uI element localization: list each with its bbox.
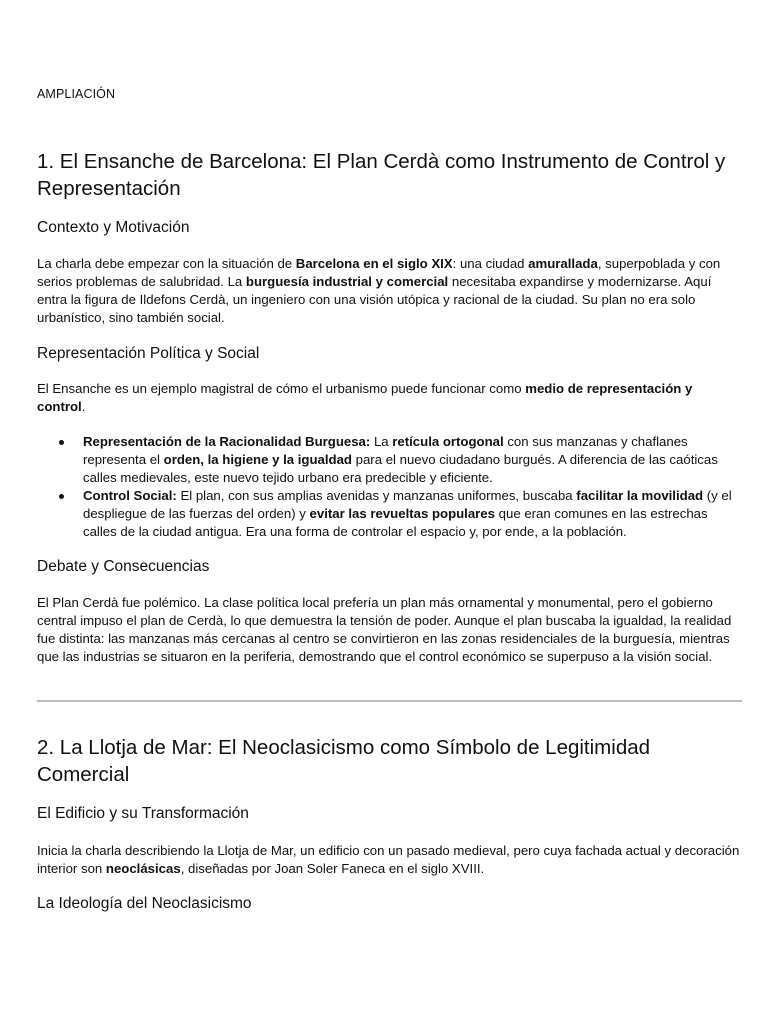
- heading-contexto: Contexto y Motivación: [37, 219, 190, 236]
- paragraph-debate: El Plan Cerdà fue polémico. La clase política local prefería un plan más ornamental y monumental, pero el gobierno central impuso el plan de Cerdà, lo que demuestra la tensión de poder. Aunque el plan buscaba la igualdad, la realidad fue distinta: las manzanas más cercanas al centro se convirtieron en las zonas residenciales de la burguesía, mientras que las industrias se situaron en la periferia, demostrando que el control económico se superpuso a la visión social.: [37, 595, 732, 664]
- heading-representacion: Representación Política y Social: [37, 345, 260, 362]
- section-divider: [37, 700, 742, 702]
- heading-debate: Debate y Consecuencias: [37, 558, 210, 575]
- bullet-icon: [59, 440, 64, 445]
- heading-ideologia: La Ideología del Neoclasicismo: [37, 895, 252, 912]
- list-item: Control Social: El plan, con sus amplias avenidas y manzanas uniformes, buscaba facilitar la movilidad (y el despliegue de las fuerzas del orden) y evitar las revueltas populares que eran comunes en las estrechas calles de la ciudad antigua. Era una forma de controlar el espacio y, por ende, a la población.: [37, 487, 742, 541]
- document-label: AMPLIACIÓN: [37, 87, 116, 101]
- bullet-icon: [59, 494, 64, 499]
- list-item: Representación de la Racionalidad Burguesa: La retícula ortogonal con sus manzanas y chaflanes representa el orden, la higiene y la igualdad para el nuevo ciudadano burgués. A diferencia de las caóticas calles medievales, este nuevo tejido urbano era predecible y eficiente.: [37, 433, 742, 487]
- bullet-list: [37, 433, 742, 541]
- section1-title: 1. El Ensanche de Barcelona: El Plan Cerdà como Instrumento de Control y Representación: [37, 150, 726, 200]
- paragraph-edificio: Inicia la charla describiendo la Llotja de Mar, un edificio con un pasado medieval, pero cuya fachada actual y decoración interior son neoclásicas, diseñadas por Joan Soler Faneca en el siglo XVIII.: [37, 843, 740, 876]
- paragraph-contexto: La charla debe empezar con la situación de Barcelona en el siglo XIX: una ciudad amurallada, superpoblada y con serios problemas de salubridad. La burguesía industrial y comercial necesitaba expandirse y modernizarse. Aquí entra la figura de Ildefons Cerdà, un ingeniero con una visión utópica y racional de la ciudad. Su plan no era solo urbanístico, sino también social.: [37, 256, 721, 325]
- heading-edificio: El Edificio y su Transformación: [37, 805, 249, 822]
- section2-title: 2. La Llotja de Mar: El Neoclasicismo como Símbolo de Legitimidad Comercial: [37, 736, 651, 786]
- paragraph-representacion: El Ensanche es un ejemplo magistral de cómo el urbanismo puede funcionar como medio de representación y control.: [37, 381, 693, 414]
